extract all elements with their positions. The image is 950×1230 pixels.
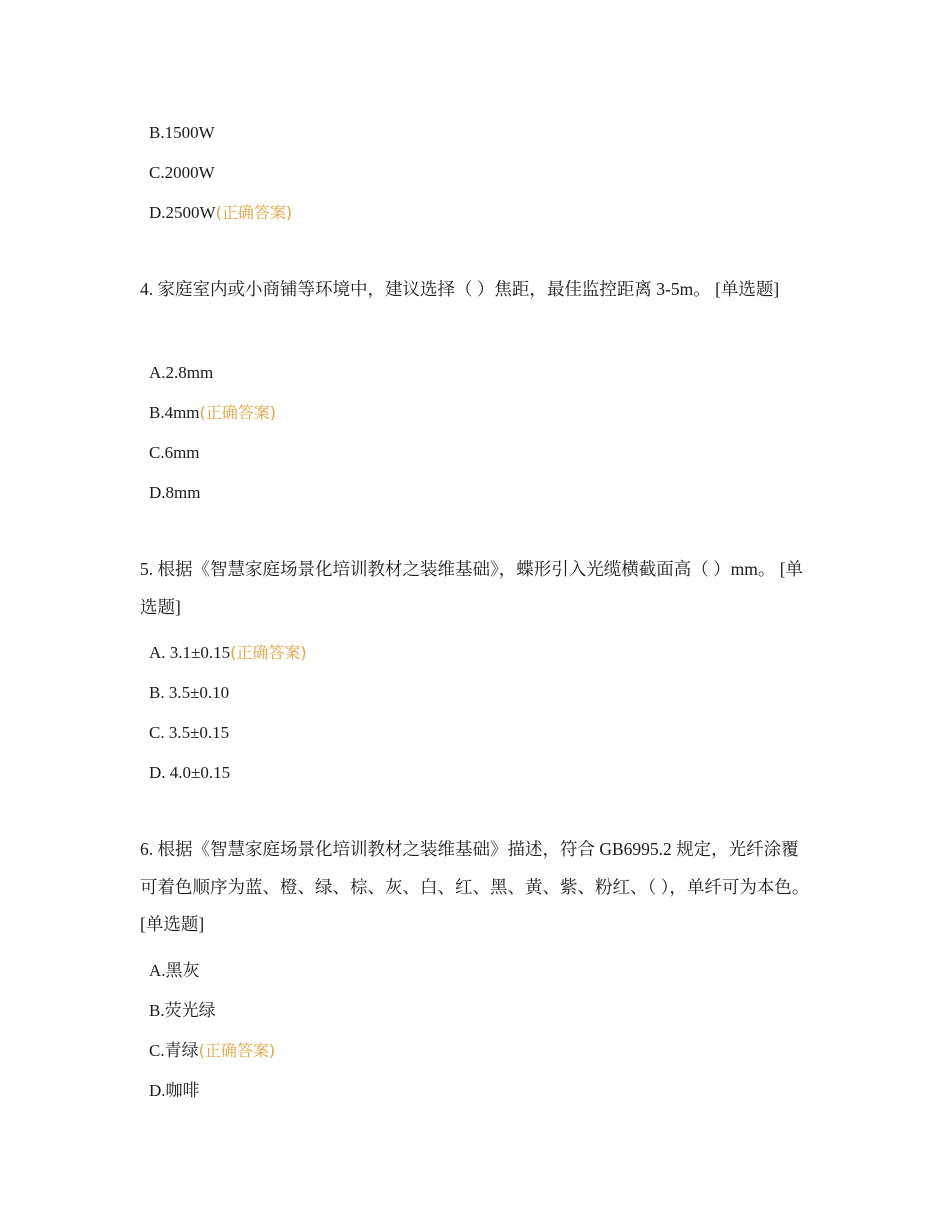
q6-option-d bbox=[149, 1079, 200, 1103]
correct-answer-marker: (正确答案) bbox=[199, 403, 277, 422]
q4-option-a bbox=[149, 361, 213, 385]
question-4-text: 4. 家庭室内或小商铺等环境中，建议选择（ ）焦距，最佳监控距离 3-5m。 [单选题] bbox=[140, 279, 780, 299]
q5-option-c-text: C. 3.5±0.15 bbox=[149, 723, 230, 742]
q6-option-b bbox=[149, 999, 216, 1023]
q4-option-c-text: C.6mm bbox=[149, 443, 200, 462]
q6-option-b-text: B.荧光绿 bbox=[149, 1001, 216, 1020]
question-6-text: 6. 根据《智慧家庭场景化培训教材之装维基础》描述，符合 GB6995.2 规定，光纤涂覆可着色顺序为蓝、橙、绿、棕、灰、白、红、黑、黄、紫、粉红、（ ），单纤可为本色。 [单选题] bbox=[140, 839, 810, 934]
q6-option-a-text: A.黑灰 bbox=[149, 961, 200, 980]
correct-answer-marker: (正确答案) bbox=[198, 1041, 276, 1060]
q3-option-b bbox=[149, 121, 215, 145]
q3-option-c-text: C.2000W bbox=[149, 163, 215, 182]
correct-answer-marker: (正确答案) bbox=[215, 203, 293, 222]
q6-option-c-text: C.青绿 bbox=[149, 1041, 199, 1060]
q5-option-a bbox=[149, 641, 307, 665]
q4-option-d bbox=[149, 481, 200, 505]
q3-option-d-text: D.2500W bbox=[149, 203, 216, 222]
q5-option-d bbox=[149, 761, 230, 785]
q3-option-c bbox=[149, 161, 215, 185]
q5-option-b-text: B. 3.5±0.10 bbox=[149, 683, 230, 702]
correct-answer-marker: (正确答案) bbox=[230, 643, 307, 662]
q5-option-d-text: D. 4.0±0.15 bbox=[149, 763, 231, 782]
q6-option-d-text: D.咖啡 bbox=[149, 1081, 200, 1100]
q5-option-b bbox=[149, 681, 229, 705]
q5-option-c bbox=[149, 721, 229, 745]
q4-option-c bbox=[149, 441, 200, 465]
q4-option-b-text: B.4mm bbox=[149, 403, 200, 422]
q5-option-a-text: A. 3.1±0.15 bbox=[149, 643, 231, 662]
question-5-text: 5. 根据《智慧家庭场景化培训教材之装维基础》，蝶形引入光缆横截面高（ ）mm。 [单选题] bbox=[140, 559, 804, 617]
q3-option-d bbox=[149, 201, 292, 225]
q4-option-d-text: D.8mm bbox=[149, 483, 201, 502]
q4-option-b bbox=[149, 401, 276, 425]
q4-option-a-text: A.2.8mm bbox=[149, 363, 214, 382]
q6-option-c bbox=[149, 1039, 275, 1063]
q3-option-b-text: B.1500W bbox=[149, 123, 215, 142]
q6-option-a bbox=[149, 959, 200, 983]
